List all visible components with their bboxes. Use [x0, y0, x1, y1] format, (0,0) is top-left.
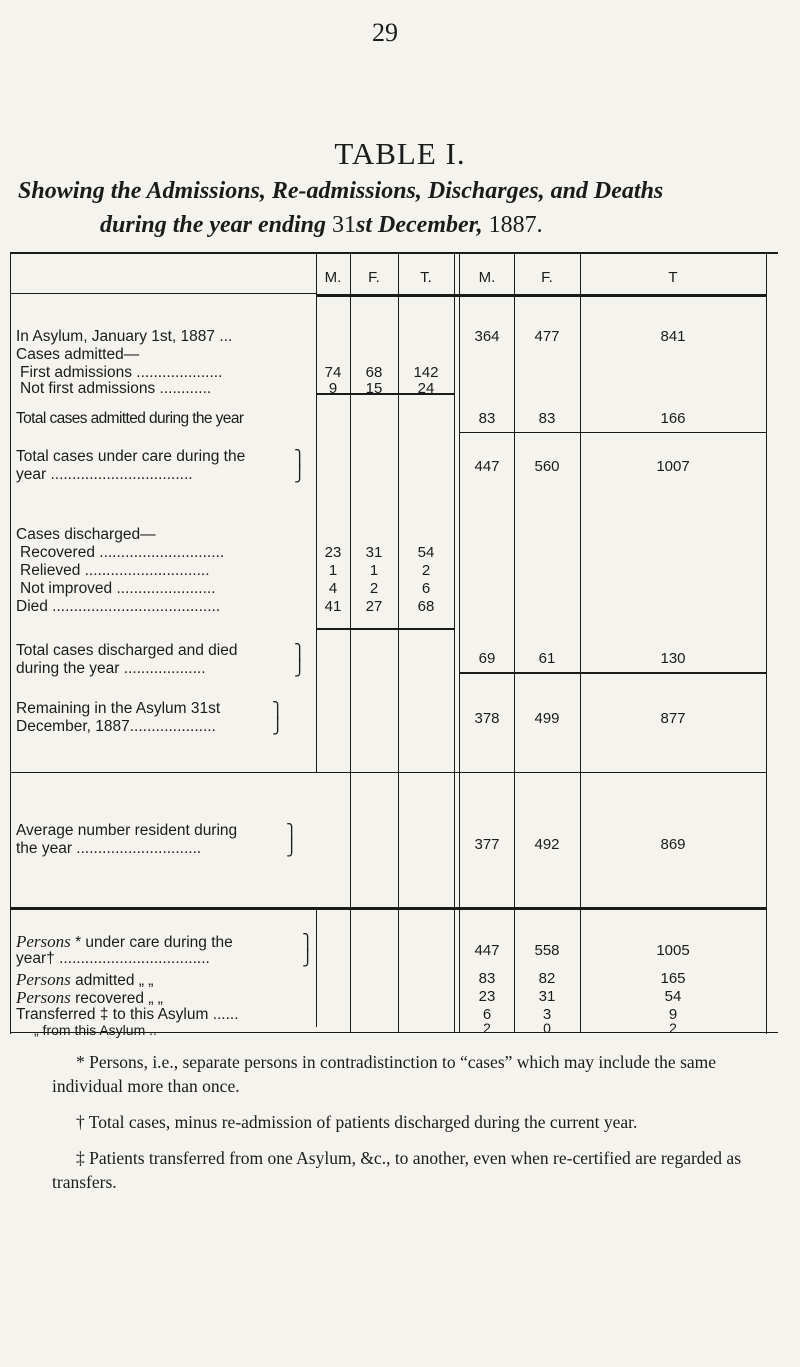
row-label: Remaining in the Asylum 31st [16, 700, 221, 717]
row-label: Not first admissions ............ [20, 380, 212, 397]
subtotal-rule [316, 628, 454, 630]
table-caption-line2: during the year ending 31st December, 1887. [100, 212, 543, 238]
cell-value: 83 [538, 410, 556, 427]
row-label: Average number resident during [16, 822, 238, 839]
section-rule [10, 907, 766, 910]
col-rule [316, 252, 317, 772]
footnote-dagger: † Total cases, minus re-admission of patients discharged during the current year. [76, 1112, 638, 1132]
cell-value: 82 [538, 970, 556, 987]
row-label: year† ................................... [16, 950, 210, 967]
cell-value: 2 [421, 562, 431, 579]
cell-value: 0 [543, 1020, 551, 1036]
cell-value: 24 [417, 380, 435, 397]
col-header: M. [478, 269, 496, 286]
col-header: F. [368, 269, 380, 286]
cell-value: 31 [538, 988, 556, 1005]
cell-value: 1 [369, 562, 379, 579]
cell-value: 4 [328, 580, 338, 597]
section-rule [10, 772, 766, 773]
col-header: M. [324, 269, 342, 286]
col-header: F. [541, 269, 553, 286]
brace-icon: ⎫ ⎭ [294, 643, 306, 677]
cell-value: 1007 [656, 458, 690, 475]
table-left-rule [10, 252, 11, 1034]
row-label: Total cases under care during the [16, 448, 246, 465]
col-rule [580, 252, 581, 1032]
table-top-rule [10, 252, 778, 254]
subtotal-rule [460, 672, 766, 674]
cell-value: 841 [660, 328, 686, 345]
cell-value: 68 [417, 598, 435, 615]
cell-value: 1005 [656, 942, 690, 959]
cell-value: 23 [324, 544, 342, 561]
cell-value: 83 [478, 970, 496, 987]
cell-value: 447 [474, 942, 500, 959]
row-label: Died ....................................... [16, 598, 221, 615]
cell-value: 447 [474, 458, 500, 475]
cell-value: 31 [365, 544, 383, 561]
header-rule [316, 294, 766, 297]
cell-value: 166 [660, 410, 686, 427]
row-label: „ from this Asylum .. [34, 1022, 157, 1038]
cell-value: 130 [660, 650, 686, 667]
cell-value: 558 [534, 942, 560, 959]
data-table [10, 252, 778, 1038]
col-header: T [668, 269, 678, 286]
col-rule [514, 252, 515, 1032]
brace-icon: ⎫ ⎭ [272, 701, 284, 735]
cell-value: 877 [660, 710, 686, 727]
cell-value: 83 [478, 410, 496, 427]
row-label: during the year ................... [16, 660, 206, 677]
row-label: First admissions .................... [20, 364, 223, 381]
row-label: Cases discharged— [16, 526, 156, 543]
page-number: 29 [372, 18, 398, 47]
cell-value: 499 [534, 710, 560, 727]
cell-value: 6 [421, 580, 431, 597]
header-rule [10, 293, 316, 294]
row-label: Persons * under care during the [16, 932, 233, 951]
table-caption-line1: Showing the Admissions, Re-admissions, Discharges, and Deaths [18, 178, 664, 204]
cell-value: 74 [324, 364, 342, 381]
cell-value: 2 [669, 1020, 677, 1036]
table-title: TABLE I. [334, 136, 466, 171]
cell-value: 61 [538, 650, 556, 667]
cell-value: 869 [660, 836, 686, 853]
cell-value: 165 [660, 970, 686, 987]
row-label: Cases admitted— [16, 346, 140, 363]
brace-icon: ⎫ ⎭ [286, 823, 298, 857]
brace-icon: ⎫ ⎭ [302, 933, 314, 967]
row-label: Transferred ‡ to this Asylum ...... [16, 1006, 239, 1023]
cell-value: 377 [474, 836, 500, 853]
col-rule [454, 252, 455, 1032]
row-label: Total cases discharged and died [16, 642, 238, 659]
row-label: Not improved ....................... [20, 580, 216, 597]
cell-value: 41 [324, 598, 342, 615]
row-label: year ................................. [16, 466, 193, 483]
cell-value: 9 [668, 1006, 678, 1023]
cell-value: 69 [478, 650, 496, 667]
cell-value: 23 [478, 988, 496, 1005]
col-rule [316, 907, 317, 1027]
cell-value: 54 [664, 988, 682, 1005]
cell-value: 1 [328, 562, 338, 579]
table-right-rule [766, 252, 767, 1034]
cell-value: 54 [417, 544, 435, 561]
row-label: the year ............................. [16, 840, 202, 857]
cell-value: 15 [365, 380, 383, 397]
brace-icon: ⎫ ⎭ [294, 449, 306, 483]
row-label: December, 1887.................... [16, 718, 216, 735]
cell-value: 560 [534, 458, 560, 475]
footnotes [52, 1050, 772, 1206]
cell-value: 142 [413, 364, 439, 381]
col-rule [459, 252, 460, 1032]
cell-value: 477 [534, 328, 560, 345]
cell-value: 9 [328, 380, 338, 397]
cell-value: 364 [474, 328, 500, 345]
row-label: Persons recovered „ „ [16, 988, 163, 1007]
cell-value: 378 [474, 710, 500, 727]
row-label: Relieved ............................. [20, 562, 210, 579]
footnote-star: * Persons, i.e., separate persons in contradistinction to “cases” which may include the same individual more than once. [52, 1052, 717, 1096]
row-label: Persons admitted „ „ [16, 970, 154, 989]
cell-value: 2 [369, 580, 379, 597]
cell-value: 3 [542, 1006, 552, 1023]
footnote-double-dagger: ‡ Patients transferred from one Asylum, &c., to another, even when re-certified are regarded as transfers. [52, 1148, 742, 1192]
row-label: Recovered ............................. [20, 544, 225, 561]
cell-value: 6 [482, 1006, 492, 1023]
row-label: In Asylum, January 1st, 1887 ... [16, 328, 233, 345]
subtotal-rule [460, 432, 766, 433]
cell-value: 492 [534, 836, 560, 853]
cell-value: 2 [483, 1020, 491, 1036]
cell-value: 27 [365, 598, 383, 615]
cell-value: 68 [365, 364, 383, 381]
row-label: Total cases admitted during the year [16, 410, 244, 427]
col-header: T. [420, 269, 432, 286]
